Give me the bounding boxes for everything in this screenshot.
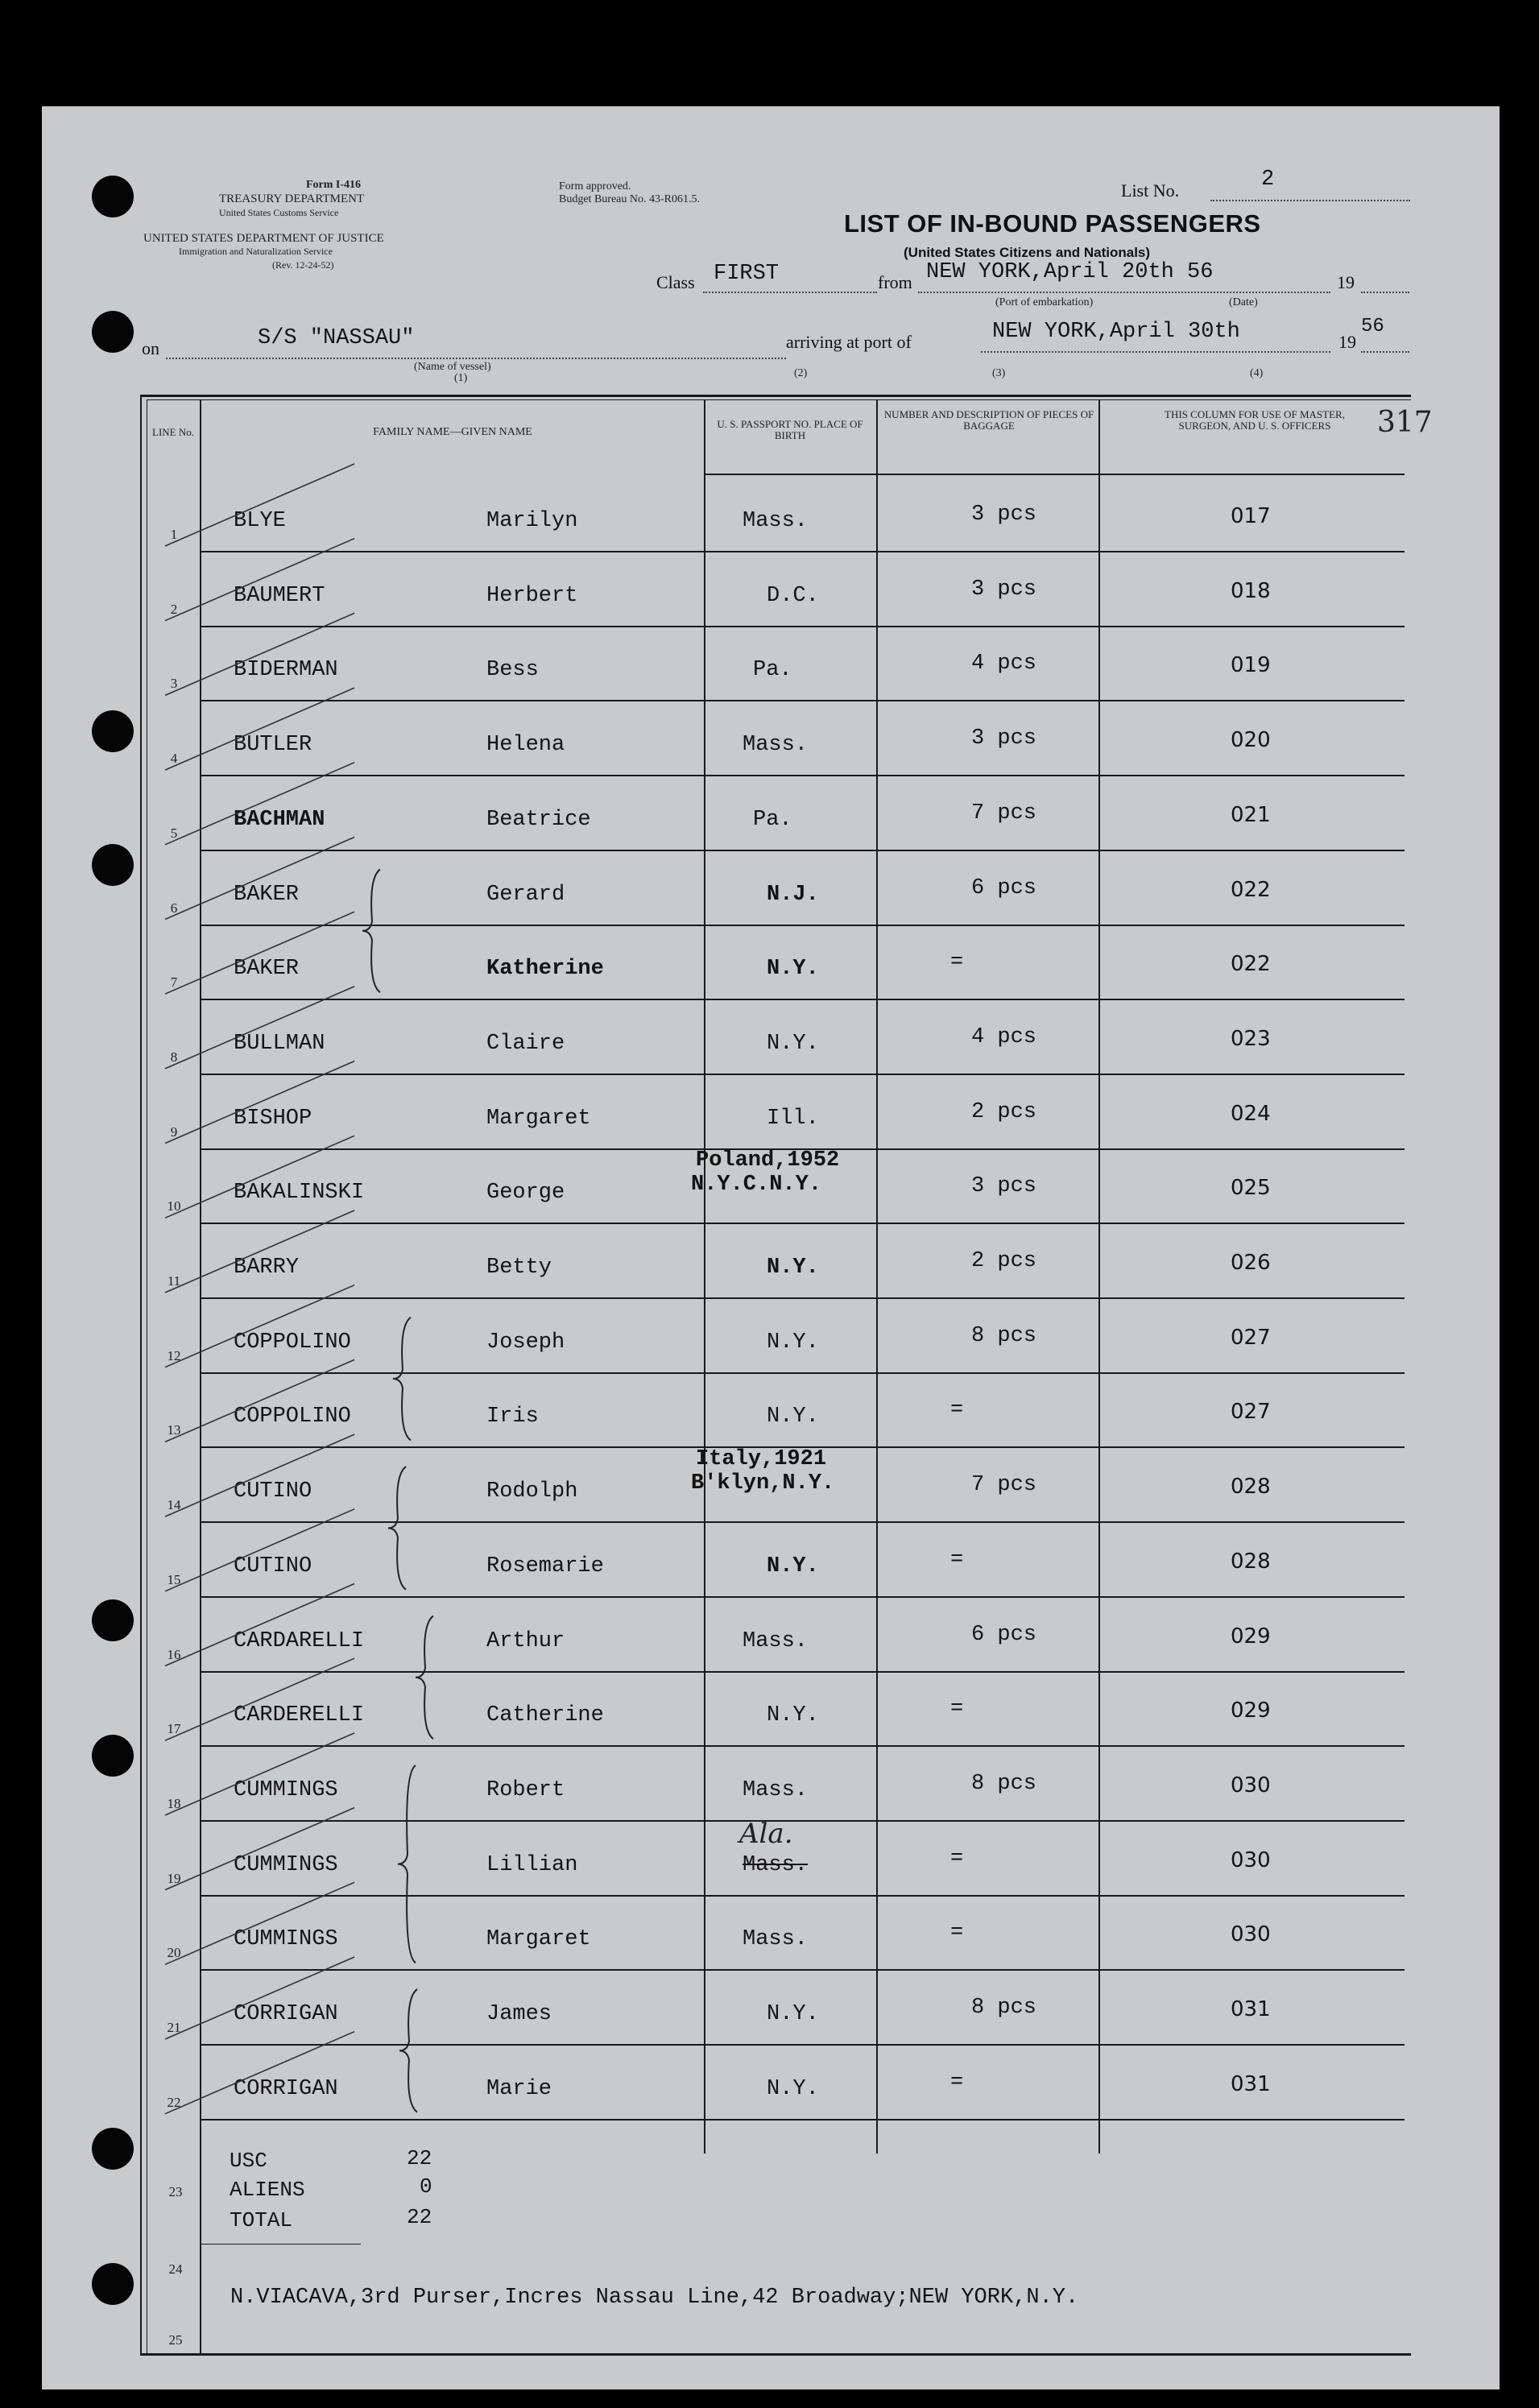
place-of-birth: N.Y. — [767, 1703, 819, 1728]
line-number: 8 — [170, 1049, 178, 1065]
given-name: Iris — [486, 1405, 539, 1429]
from-value: NEW YORK,April 20th 56 — [926, 260, 1214, 284]
total-label: TOTAL — [230, 2208, 293, 2232]
vessel-col-number: (1) — [454, 372, 468, 384]
place-of-birth: D.C. — [767, 583, 819, 608]
col-number-3: (3) — [992, 367, 1006, 379]
from-label: from — [878, 272, 912, 292]
family-name: BUTLER — [234, 733, 312, 758]
row-rule — [200, 1745, 1405, 1747]
line-number: 13 — [167, 1422, 181, 1438]
usc-value: 22 — [407, 2146, 432, 2170]
place-of-birth: N.Y. — [767, 1256, 819, 1280]
place-of-birth: Mass. — [743, 509, 809, 533]
place-of-birth: N.J. — [767, 882, 819, 907]
given-name: Herbert — [486, 583, 578, 608]
given-name: Robert — [486, 1777, 565, 1802]
list-no-value: 2 — [1261, 168, 1275, 192]
punch-hole — [92, 2263, 134, 2305]
given-name: Rodolph — [486, 1479, 578, 1504]
place-of-birth: Mass. — [743, 1628, 809, 1653]
place-of-birth: Mass. — [743, 1777, 809, 1802]
row-rule — [200, 1372, 1405, 1374]
line-number: 12 — [167, 1347, 181, 1363]
list-no-label: List No. — [1121, 180, 1180, 201]
purser-signature-line: N.VIACAVA,3rd Purser,Incres Nassau Line,42 Broadway;NEW YORK,N.Y. — [230, 2286, 1079, 2310]
budget-bureau: Budget Bureau No. 43-R061.5. — [559, 193, 700, 205]
given-name: James — [486, 2002, 552, 2026]
column-header-officers: THIS COLUMN FOR USE OF MASTER, SURGEON, AND U. S. OFFICERS — [1165, 408, 1345, 432]
line-number: 14 — [167, 1497, 181, 1513]
baggage: 4 pcs — [971, 652, 1037, 676]
officer-code: 024 — [1231, 1101, 1271, 1126]
baggage: 3 pcs — [971, 503, 1037, 527]
place-of-birth: Mass. — [743, 1927, 809, 1952]
line-number: 15 — [167, 1571, 181, 1587]
place-of-birth: N.Y. — [767, 1031, 819, 1056]
officer-code: 022 — [1231, 877, 1271, 902]
total-value: 22 — [407, 2205, 432, 2229]
family-name: BARRY — [234, 1256, 300, 1280]
on-label: on — [142, 338, 159, 358]
line-number: 3 — [170, 676, 178, 692]
row-rule — [200, 999, 1405, 1000]
line-number: 21 — [167, 2020, 181, 2035]
officer-code: 026 — [1231, 1251, 1271, 1275]
given-name: Katherine — [486, 957, 604, 982]
arriving-label: arriving at port of — [786, 332, 912, 352]
place-of-birth-line-2: N.Y.C.N.Y. — [691, 1173, 822, 1198]
justice-department: UNITED STATES DEPARTMENT OF JUSTICE — [143, 232, 384, 245]
officer-code: 021 — [1231, 802, 1271, 827]
punch-hole — [92, 2128, 134, 2170]
given-name: Rosemarie — [486, 1554, 604, 1578]
column-header-line: LINE No. — [152, 426, 194, 438]
punch-hole — [92, 844, 134, 886]
line-number: 2 — [170, 601, 178, 617]
family-name: CUMMINGS — [234, 1852, 338, 1877]
col-number-4: (4) — [1250, 367, 1264, 379]
row-rule — [200, 925, 1405, 926]
family-name: CARDARELLI — [234, 1628, 365, 1653]
line-number: 11 — [167, 1273, 181, 1289]
family-name: BLYE — [234, 509, 286, 533]
line-number: 1 — [170, 527, 178, 542]
page-title: LIST OF IN-BOUND PASSENGERS — [844, 209, 1261, 238]
officer-code: 022 — [1231, 952, 1271, 977]
punch-hole — [92, 311, 134, 353]
officer-code: 030 — [1231, 1922, 1271, 1947]
officer-code: 027 — [1231, 1325, 1271, 1350]
place-of-birth: Poland,1952 — [696, 1148, 840, 1173]
baggage: 2 pcs — [971, 1249, 1037, 1273]
row-rule — [200, 2119, 1405, 2120]
given-name: Arthur — [486, 1628, 565, 1653]
given-name: Margaret — [486, 1927, 591, 1952]
officer-code: 029 — [1231, 1698, 1271, 1723]
place-of-birth: N.Y. — [767, 1330, 819, 1355]
baggage: = — [950, 1547, 964, 1572]
family-name: BIDERMAN — [234, 658, 338, 683]
vessel-caption: (Name of vessel) — [414, 361, 491, 373]
punch-hole — [92, 710, 134, 752]
family-name: BACHMAN — [234, 807, 325, 832]
family-name: BULLMAN — [234, 1031, 325, 1056]
line-number: 23 — [168, 2184, 183, 2199]
row-rule — [200, 551, 1405, 552]
family-name: BISHOP — [234, 1106, 312, 1131]
place-of-birth: N.Y. — [767, 1405, 819, 1429]
baggage: 6 pcs — [971, 875, 1037, 900]
place-of-birth: Pa. — [753, 658, 792, 683]
line-number: 9 — [170, 1123, 178, 1140]
officer-code: 019 — [1231, 653, 1271, 678]
officer-code: 028 — [1231, 1549, 1271, 1574]
family-name: CORRIGAN — [234, 2076, 338, 2101]
baggage: 8 pcs — [971, 1996, 1037, 2020]
baggage: 3 pcs — [971, 726, 1037, 751]
row-rule — [200, 2044, 1405, 2046]
given-name: Joseph — [486, 1330, 565, 1355]
baggage: 7 pcs — [971, 801, 1037, 825]
column-header-name: FAMILY NAME—GIVEN NAME — [373, 426, 532, 438]
given-name: Margaret — [486, 1106, 591, 1131]
baggage: 8 pcs — [971, 1771, 1037, 1796]
officer-code: 025 — [1231, 1176, 1271, 1201]
row-rule — [200, 850, 1405, 851]
given-name: Claire — [486, 1031, 565, 1056]
column-header-passport: U. S. PASSPORT NO. PLACE OF BIRTH — [717, 418, 863, 441]
line-number: 6 — [170, 900, 178, 916]
baggage: 7 pcs — [971, 1473, 1037, 1498]
line-number: 7 — [170, 974, 178, 991]
column-header-baggage: NUMBER AND DESCRIPTION OF PIECES OF BAGGAGE — [883, 408, 1094, 432]
place-of-birth: N.Y. — [767, 2002, 819, 2026]
aliens-value: 0 — [420, 2174, 432, 2199]
birth-correction: Ala. — [739, 1817, 793, 1850]
given-name: Helena — [486, 733, 565, 758]
officer-code: 018 — [1231, 578, 1271, 603]
line-number: 22 — [167, 2094, 181, 2110]
baggage: 3 pcs — [971, 1174, 1037, 1199]
class-label: Class — [656, 272, 695, 292]
form-approved: Form approved. — [559, 180, 631, 192]
punch-hole — [92, 176, 134, 217]
date-caption: (Date) — [1229, 296, 1258, 308]
row-rule — [200, 1895, 1405, 1897]
row-rule — [200, 1596, 1405, 1598]
line-number: 17 — [167, 1721, 181, 1737]
baggage: = — [950, 1398, 964, 1423]
baggage: = — [950, 950, 964, 975]
place-of-birth-line-2: B'klyn,N.Y. — [691, 1471, 835, 1496]
row-rule — [200, 1223, 1405, 1224]
line-number: 24 — [168, 2261, 183, 2277]
given-name: Marie — [486, 2076, 552, 2101]
family-name: CUTINO — [234, 1554, 312, 1578]
row-rule — [200, 1521, 1405, 1523]
line-number: 4 — [170, 751, 178, 767]
officer-code: 017 — [1231, 504, 1271, 528]
customs-service: United States Customs Service — [219, 207, 339, 218]
family-name: BAKER — [234, 957, 300, 982]
given-name: Beatrice — [486, 807, 591, 832]
given-name: Gerard — [486, 882, 565, 907]
aliens-label: ALIENS — [230, 2178, 305, 2202]
given-name: Betty — [486, 1256, 552, 1280]
family-name: CARDERELLI — [234, 1703, 365, 1728]
manifest-sheet — [42, 106, 1500, 2389]
row-rule — [200, 1671, 1405, 1673]
given-name: Bess — [486, 658, 539, 683]
officer-code: 031 — [1231, 1997, 1271, 2021]
page-subtitle: (United States Citizens and Nationals) — [904, 245, 1151, 260]
place-of-birth: Italy,1921 — [696, 1447, 827, 1472]
baggage: = — [950, 1697, 964, 1722]
given-name: Catherine — [486, 1703, 604, 1728]
line-number: 16 — [167, 1646, 181, 1662]
officer-code: 023 — [1231, 1026, 1271, 1051]
line-number: 10 — [167, 1198, 181, 1214]
arriving-year-prefix: 19 — [1338, 332, 1356, 352]
family-name: BAKER — [234, 882, 300, 907]
baggage: 3 pcs — [971, 577, 1037, 602]
line-number: 18 — [167, 1795, 181, 1811]
officer-code: 030 — [1231, 1773, 1271, 1798]
port-embarkation-caption: (Port of embarkation) — [995, 296, 1094, 308]
place-of-birth: Mass. — [743, 1852, 809, 1877]
officer-code: 030 — [1231, 1847, 1271, 1872]
col-number-2: (2) — [794, 367, 808, 379]
place-of-birth: N.Y. — [767, 2076, 819, 2101]
given-name: Lillian — [486, 1852, 578, 1877]
family-name: CUMMINGS — [234, 1927, 338, 1952]
usc-label: USC — [230, 2149, 267, 2173]
immigration-service: Immigration and Naturalization Service — [179, 246, 333, 257]
baggage: = — [950, 1921, 964, 1946]
family-name: CUTINO — [234, 1479, 312, 1504]
form-number: Form I-416 — [306, 179, 362, 191]
line-number: 19 — [167, 1870, 181, 1886]
officer-code: 029 — [1231, 1624, 1271, 1649]
officer-code: 031 — [1231, 2071, 1271, 2096]
vessel-name: S/S "NASSAU" — [258, 326, 415, 350]
baggage: 2 pcs — [971, 1099, 1037, 1124]
family-name: CORRIGAN — [234, 2002, 338, 2026]
family-name: COPPOLINO — [234, 1330, 351, 1355]
given-name: Marilyn — [486, 509, 578, 533]
year-prefix: 19 — [1337, 272, 1355, 292]
family-name: BAKALINSKI — [234, 1181, 365, 1206]
page-number: 317 — [1377, 406, 1433, 439]
given-name: George — [486, 1181, 565, 1206]
row-rule — [200, 775, 1405, 776]
punch-hole — [92, 1599, 134, 1641]
row-rule — [200, 1297, 1405, 1299]
line-number: 5 — [170, 825, 178, 841]
officer-code: 027 — [1231, 1400, 1271, 1425]
row-rule — [200, 626, 1405, 627]
revision-date: (Rev. 12-24-52) — [272, 259, 334, 271]
punch-hole — [92, 1735, 134, 1777]
place-of-birth: Pa. — [753, 807, 792, 832]
place-of-birth: N.Y. — [767, 1554, 819, 1578]
baggage: = — [950, 2070, 964, 2095]
arriving-year: 56 — [1361, 316, 1384, 337]
baggage: 6 pcs — [971, 1622, 1037, 1647]
family-name: BAUMERT — [234, 583, 325, 608]
officer-code: 020 — [1231, 728, 1271, 753]
row-rule — [200, 1820, 1405, 1822]
officer-code: 028 — [1231, 1475, 1271, 1500]
place-of-birth: Ill. — [767, 1106, 819, 1131]
row-rule — [200, 1074, 1405, 1075]
row-rule — [200, 1969, 1405, 1971]
class-value: FIRST — [714, 262, 780, 286]
family-name: COPPOLINO — [234, 1405, 351, 1429]
arriving-value: NEW YORK,April 30th — [992, 320, 1240, 344]
treasury-department: TREASURY DEPARTMENT — [219, 192, 365, 205]
place-of-birth: Mass. — [743, 733, 809, 758]
baggage: 4 pcs — [971, 1024, 1037, 1049]
baggage: = — [950, 1846, 964, 1871]
place-of-birth: N.Y. — [767, 957, 819, 982]
line-number: 25 — [168, 2332, 183, 2348]
family-name: CUMMINGS — [234, 1777, 338, 1802]
baggage: 8 pcs — [971, 1323, 1037, 1348]
row-rule — [200, 700, 1405, 701]
line-number: 20 — [167, 1945, 181, 1961]
